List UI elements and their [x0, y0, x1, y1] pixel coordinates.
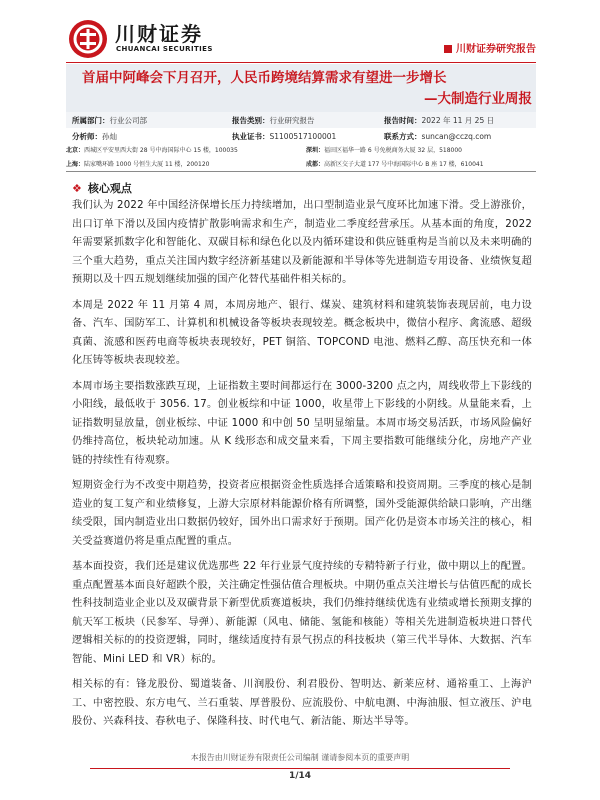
chengdu-address: 成都：高新区交子大道 177 号中海国际中心 B 座 17 楼，610041 — [306, 161, 484, 168]
report-subtitle: —大制造行业周报 — [424, 91, 532, 107]
analyst-field: 分析师：孙灿 — [72, 132, 117, 141]
company-logo-icon — [69, 20, 107, 58]
contact-field: 联系方式：suncan@cczq.com — [384, 132, 492, 141]
report-header — [0, 0, 600, 62]
report-body — [72, 197, 532, 739]
footer-disclaimer: 本报告由川财证券有限责任公司编制 谨请参阅本页的重要声明 — [190, 753, 410, 762]
address-row-1 — [66, 142, 536, 156]
shenzhen-address: 深圳：福田区福华一路 6 号免税商务大厦 32 层，518000 — [306, 147, 463, 154]
report-type-tag — [444, 40, 536, 55]
header-divider — [66, 62, 536, 63]
paragraph: 短期资金行为不改变中期趋势，投资者应根据资金性质选择合适策略和投资周期。三季度的核心是制造业的复工复产和业绩修复，上游大宗原材料能源价格有所调整，国外受能源供给缺口影响，产出继续受限，国内制造业出口数据仍较好，国外出口需求好于预期。国产化仍是资本市场关注的核心，相关受益赛道仍将是重点配置的重点。 — [72, 480, 532, 547]
paragraph: 本周市场主要指数涨跌互现，上证指数主要时间都运行在 3000-3200 点之内，周线收带上下影线的小阳线，最低收于 3056. 17。创业板综和中证 1000，收星带上下影线的小阴线。从量能来看，上证指数明显放量，创业板综、中证 1000 和中创 50 呈明显缩量。本周市场交易活跃，市场风险偏好仍维持高位，板块轮动加速。从 K 线形态和成交量来看，下周主要指数可能继续分化，房地产产业链的持续性有待观察。 — [72, 380, 532, 466]
info-divider — [66, 171, 536, 172]
address-row-2 — [66, 156, 536, 170]
paragraph: 我们认为 2022 年中国经济保增长压力持续增加，出口型制造业景气度环比加速下滑。受上游涨价，出口订单下滑以及国内疫情扩散影响需求和生产，制造业二季度经营承压。从基本面的角度，2022 年需要紧抓数字化和智能化、双碳目标和绿色化以及内循环建设和供应链重构是当前以及未来明确的三个重大趋势，重点关注国内数字经济新基建以及新能源和半导体等先进制造专用设备、业绩恢复超预期以及十四五规划继续加强的国产化替代基础件相关标的。 — [72, 200, 532, 285]
certificate-field: 执业证书：S1100517100001 — [232, 132, 337, 141]
diamond-bullet-icon: ❖ — [72, 182, 82, 195]
department-field: 所属部门：行业公司部 — [72, 116, 147, 125]
paragraph: 基本面投资，我们还是建议优选那些 22 年行业景气度持续的专精特新子行业，做中期以上的配置。重点配置基本面良好超跌个股，关注确定性强估值合理板块。中期仍重点关注增长与估值匹配的成长性科技制造业企业以及双碳背景下新型优质赛道板块，我们仍维持继续优选有业绩或增长预期支撑的航天军工板块（民参军、导弹）、新能源（风电、储能、氢能和核能）等相关先进制造板块进口替代逻辑相关标的的投资逻辑，同时，继续适度持有景气拐点的科技板块（第三代半导体、大数据、汽车智能、Mini LED 和 VR）标的。 — [72, 561, 532, 665]
page-number: 1/14 — [288, 771, 312, 781]
report-date-field: 报告时间：2022 年 11 月 25 日 — [384, 116, 495, 125]
paragraph: 本周是 2022 年 11 月第 4 周，本周房地产、银行、煤炭、建筑材料和建筑装饰表现居前，电力设备、汽车、国防军工、计算机和机械设备等板块表现较差。概念板块中，微信小程序、禽流感、超级真菌、流感和医药电商等板块表现较好，PET 铜箔、TOPCOND 电池、燃料乙醇、高压快充和一体化压铸等板块表现较差。 — [72, 299, 532, 366]
shanghai-address: 上海：陆家嘴环路 1000 号恒生大厦 11 楼，200120 — [66, 161, 210, 168]
beijing-address: 北京：西城区平安里西大街 28 号中海国际中心 15 楼，100035 — [66, 147, 238, 154]
logo-chinese-name: 川财证券 — [115, 22, 203, 46]
square-bullet-icon — [444, 45, 452, 53]
paragraph: 相关标的有：锋龙股份、蜀道装备、川润股份、利君股份、智明达、新莱应材、通裕重工、上海沪工、中密控股、东方电气、兰石重装、厚普股份、应流股份、中航电测、中海油服、恒立液压、沪电股份、兴森科技、春秋电子、保隆科技、时代电气、新洁能、斯达半导等。 — [72, 679, 532, 727]
section-heading — [72, 180, 132, 196]
info-row-1 — [66, 112, 536, 128]
report-category-field: 报告类别：行业研究报告 — [232, 116, 315, 125]
logo-english-name: CHUANCAI SECURITIES — [116, 45, 213, 53]
report-title: 首届中阿峰会下月召开，人民币跨境结算需求有望进一步增长 — [82, 70, 447, 86]
section-heading-text: 核心观点 — [87, 182, 132, 195]
footer-divider — [90, 768, 510, 769]
report-type-label: 川财证券研究报告 — [456, 44, 536, 55]
